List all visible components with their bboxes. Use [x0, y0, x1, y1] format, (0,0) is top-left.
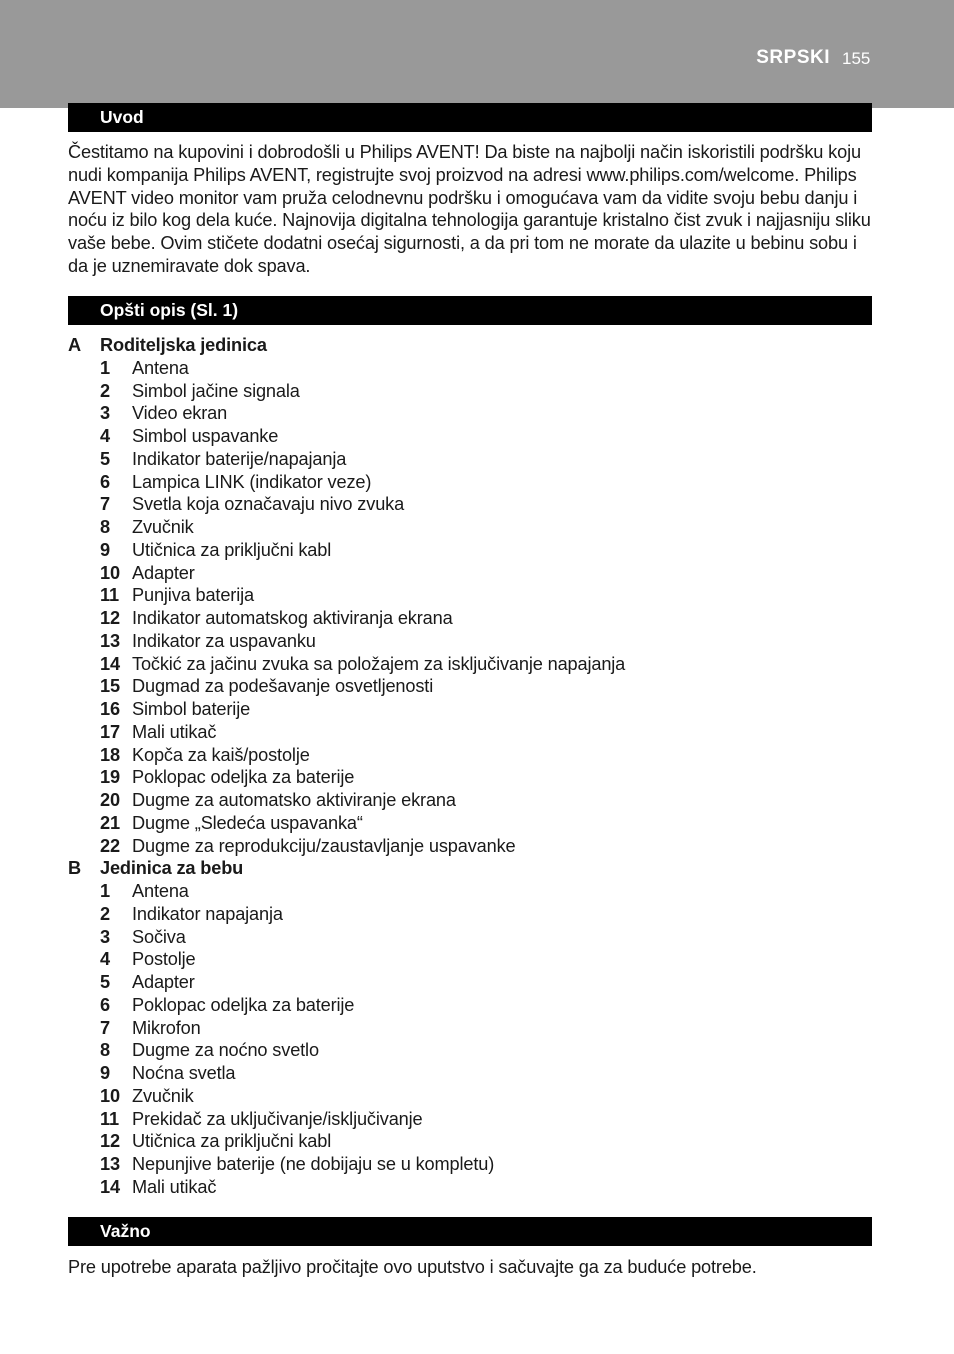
- item-label: Simbol uspavanke: [132, 426, 279, 446]
- item-label: Video ekran: [132, 403, 228, 424]
- list-item: [68, 766, 868, 789]
- item-label: Indikator napajanja: [132, 903, 283, 924]
- item-label: Punjiva baterija: [132, 585, 254, 606]
- list-item: [68, 812, 868, 835]
- list-item: [68, 903, 868, 926]
- list-item: [68, 607, 868, 630]
- item-label: Kopča za kaiš/postolje: [132, 744, 310, 765]
- item-number: 4: [100, 949, 110, 970]
- section-title-description: Opšti opis (Sl. 1): [100, 300, 239, 320]
- list-item: [68, 971, 868, 994]
- list-item: [68, 1017, 868, 1040]
- page-number: 155: [842, 49, 871, 68]
- list-item: [68, 562, 868, 585]
- item-number: 19: [100, 767, 120, 788]
- item-number: 7: [100, 494, 110, 515]
- list-item: [68, 835, 868, 858]
- item-number: 15: [100, 676, 120, 697]
- item-number: 10: [100, 1085, 120, 1106]
- item-number: 11: [100, 585, 119, 606]
- list-item: [68, 948, 868, 971]
- item-label: Sočiva: [132, 926, 186, 947]
- item-number: 6: [100, 994, 110, 1015]
- item-label: Prekidač za uključivanje/isključivanje: [132, 1108, 423, 1129]
- item-number: 13: [100, 1154, 120, 1174]
- item-number: 1: [100, 357, 110, 378]
- important-paragraph: Pre upotrebe aparata pažljivo pročitajte ovo uputstvo i sačuvajte ga za buduće potrebe.: [68, 1257, 757, 1277]
- item-label: Indikator automatskog aktiviranja ekrana: [132, 608, 453, 628]
- item-label: Simbol jačine signala: [132, 380, 300, 401]
- item-number: 18: [100, 744, 120, 765]
- list-item: [68, 471, 868, 494]
- item-number: 11: [100, 1108, 119, 1129]
- item-number: 9: [100, 1063, 110, 1083]
- list-item: [68, 425, 868, 448]
- group-title: Roditeljska jedinica: [100, 335, 267, 355]
- item-number: 16: [100, 699, 120, 719]
- list-item: [68, 630, 868, 653]
- item-number: 17: [100, 721, 120, 742]
- item-label: Mali utikač: [132, 721, 217, 742]
- item-label: Poklopac odeljka za baterije: [132, 994, 355, 1015]
- item-label: Adapter: [132, 562, 195, 583]
- section-header-important: [68, 1217, 872, 1246]
- item-label: Antena: [132, 881, 189, 901]
- item-number: 5: [100, 972, 110, 992]
- item-label: Dugme za reprodukciju/zaustavljanje uspavanke: [132, 835, 516, 856]
- list-item: [68, 1039, 868, 1062]
- list-item: [68, 698, 868, 721]
- item-number: 8: [100, 517, 110, 537]
- item-number: 1: [100, 881, 110, 901]
- item-label: Zvučnik: [132, 1085, 194, 1106]
- item-label: Postolje: [132, 949, 196, 970]
- list-item: [68, 380, 868, 403]
- item-number: 14: [100, 653, 120, 674]
- section-header-intro: [68, 103, 872, 132]
- list-item: [68, 653, 868, 676]
- parts-list: [68, 334, 868, 1199]
- list-item: [68, 493, 868, 516]
- item-label: Simbol baterije: [132, 699, 251, 719]
- item-label: Dugme za noćno svetlo: [132, 1040, 319, 1061]
- list-item: [68, 1062, 868, 1085]
- list-item: [68, 744, 868, 767]
- section-header-description: [68, 296, 872, 325]
- item-label: Antena: [132, 357, 189, 378]
- list-item: [68, 1108, 868, 1131]
- item-number: 20: [100, 790, 120, 810]
- list-item: [68, 721, 868, 744]
- item-number: 8: [100, 1040, 110, 1061]
- group-letter: B: [68, 858, 81, 879]
- item-number: 2: [100, 380, 110, 401]
- item-number: 4: [100, 426, 110, 446]
- item-label: Indikator baterije/napajanja: [132, 448, 347, 469]
- item-label: Lampica LINK (indikator veze): [132, 471, 372, 492]
- group-title: Jedinica za bebu: [100, 858, 244, 879]
- list-item: [68, 402, 868, 425]
- item-number: 2: [100, 903, 110, 924]
- item-number: 3: [100, 403, 110, 424]
- item-number: 12: [100, 1131, 120, 1152]
- section-title-important: Važno: [100, 1221, 151, 1241]
- item-label: Poklopac odeljka za baterije: [132, 767, 355, 788]
- item-label: Dugme za automatsko aktiviranje ekrana: [132, 790, 456, 810]
- item-label: Mali utikač: [132, 1176, 217, 1197]
- item-label: Svetla koja označavaju nivo zvuka: [132, 494, 405, 515]
- item-number: 9: [100, 539, 110, 560]
- item-number: 7: [100, 1017, 110, 1038]
- item-label: Noćna svetla: [132, 1063, 236, 1083]
- list-item: [68, 584, 868, 607]
- item-number: 14: [100, 1176, 120, 1197]
- list-item: [68, 1176, 868, 1199]
- list-item: [68, 1130, 868, 1153]
- item-label: Indikator za uspavanku: [132, 630, 316, 651]
- item-label: Nepunjive baterije (ne dobijaju se u kompletu): [132, 1154, 495, 1174]
- language-label: SRPSKI: [756, 47, 830, 68]
- list-item: [68, 357, 868, 380]
- item-number: 3: [100, 926, 110, 947]
- item-number: 22: [100, 835, 120, 856]
- list-item: [68, 448, 868, 471]
- list-item: [68, 789, 868, 812]
- item-label: Utičnica za priključni kabl: [132, 1131, 332, 1152]
- section-title-intro: Uvod: [100, 107, 144, 127]
- group-heading: [68, 334, 868, 357]
- intro-paragraph: Čestitamo na kupovini i dobrodošli u Philips AVENT! Da biste na najbolji način iskoristili podršku koju nudi kompanija Philips AVENT, registrujte svoj proizvod na adresi www.philips.com/welcome. Philips AVENT video monitor vam pruža celodnevnu podršku i omogućava vam da vidite svoju bebu danju i noću iz bilo kog dela kuće. Najnovija digitalna tehnologija garantuje kristalno čist zvuk i najjasniju sliku vaše bebe. Ovim stičete dodatni osećaj sigurnosti, a da pri tom ne morate da ulazite u bebinu sobu i da je uznemiravate dok spava.: [68, 142, 871, 276]
- list-item: [68, 516, 868, 539]
- list-item: [68, 539, 868, 562]
- item-label: Dugme „Sledeća uspavanka“: [132, 812, 363, 833]
- item-number: 12: [100, 608, 120, 628]
- item-label: Utičnica za priključni kabl: [132, 539, 332, 560]
- list-item: [68, 994, 868, 1017]
- item-number: 6: [100, 471, 110, 492]
- item-label: Adapter: [132, 972, 195, 992]
- item-label: Dugmad za podešavanje osvetljenosti: [132, 676, 434, 697]
- group-letter: A: [68, 335, 81, 355]
- list-item: [68, 1153, 868, 1176]
- list-item: [68, 1085, 868, 1108]
- list-item: [68, 675, 868, 698]
- item-label: Mikrofon: [132, 1017, 201, 1038]
- item-label: Zvučnik: [132, 517, 194, 537]
- item-number: 5: [100, 448, 110, 469]
- item-number: 10: [100, 562, 120, 583]
- item-number: 21: [100, 812, 120, 833]
- list-item: [68, 880, 868, 903]
- list-item: [68, 926, 868, 949]
- group-heading: [68, 857, 868, 880]
- item-number: 13: [100, 630, 120, 651]
- item-label: Točkić za jačinu zvuka sa položajem za isključivanje napajanja: [132, 653, 626, 674]
